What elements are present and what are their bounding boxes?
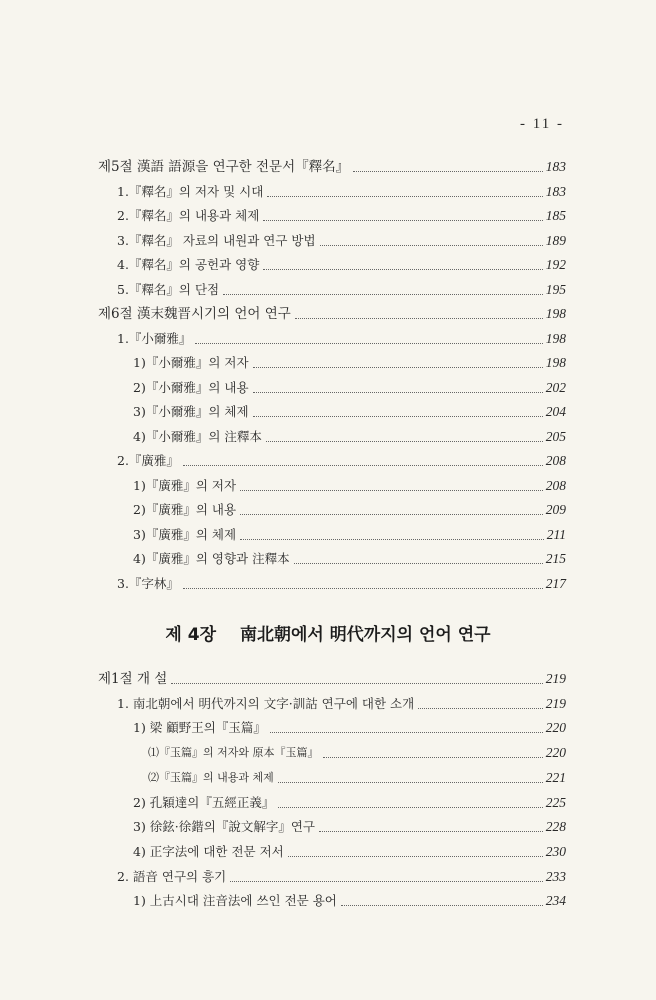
- dot-leader: [263, 269, 542, 270]
- toc-entry: [133, 397, 566, 421]
- toc-entry: [117, 324, 566, 348]
- dot-leader: [288, 856, 543, 857]
- toc-entry-page: 204: [545, 404, 566, 419]
- dot-leader: [295, 318, 543, 319]
- toc-entry-label: 4.『釋名』의 공헌과 영향: [117, 257, 260, 272]
- toc-entry-page: 208: [545, 453, 566, 468]
- toc-entry-label: 1)『小爾雅』의 저자: [133, 355, 249, 370]
- toc-entry-label: 1. 南北朝에서 明代까지의 文字·訓詁 연구에 대한 소개: [117, 695, 415, 711]
- toc-entry: [133, 422, 566, 446]
- dot-leader: [266, 441, 543, 442]
- toc-entry-label: 제6절 漢末魏晋시기의 언어 연구: [98, 306, 291, 322]
- toc-entry: [133, 713, 566, 737]
- toc-entry-page: 198: [545, 355, 566, 370]
- toc-entry-page: 183: [545, 159, 566, 174]
- toc-entry-label: 2)『小爾雅』의 내용: [133, 379, 249, 395]
- toc-entry-page: 225: [545, 794, 566, 810]
- dot-leader: [183, 588, 543, 589]
- toc-entry-label: 1.『小爾雅』: [117, 330, 192, 346]
- toc-entry-label: 1) 梁 顧野王의『玉篇』: [133, 720, 266, 736]
- dot-leader: [319, 831, 543, 832]
- dot-leader: [240, 490, 543, 491]
- toc-entry: [117, 275, 566, 299]
- dot-leader: [323, 757, 543, 758]
- toc-entry-label: 2)『廣雅』의 내용: [133, 502, 237, 517]
- toc-entry-label: 2.『釋名』의 내용과 체제: [117, 208, 260, 223]
- dot-leader: [230, 881, 543, 882]
- toc-entry: [148, 763, 566, 787]
- dot-leader: [418, 708, 543, 709]
- toc-entry: [117, 226, 566, 250]
- dot-leader: [278, 782, 543, 783]
- dot-leader: [253, 367, 543, 368]
- dot-leader: [253, 416, 543, 417]
- toc-entry-label: 1.『釋名』의 저자 및 시대: [117, 183, 264, 199]
- toc-entry-label: 4)『小爾雅』의 注釋本: [133, 428, 262, 444]
- toc-entry: [117, 177, 566, 201]
- toc-entry: [133, 471, 566, 495]
- toc-entry-page: 183: [545, 183, 566, 199]
- toc-entry-label: 3)『廣雅』의 체제: [133, 526, 237, 542]
- toc-entry: [117, 446, 566, 470]
- dot-leader: [278, 807, 542, 808]
- dot-leader: [263, 220, 542, 221]
- toc-entry: [117, 201, 566, 225]
- dot-leader: [294, 563, 543, 564]
- dot-leader: [253, 392, 543, 393]
- toc-entry-page: 205: [545, 428, 566, 444]
- toc-entry-page: 215: [545, 551, 566, 566]
- dot-leader: [195, 343, 542, 344]
- toc-entry: [133, 544, 566, 568]
- toc-entry-page: 234: [545, 893, 566, 909]
- toc-entry-page: 228: [545, 819, 566, 835]
- dot-leader: [353, 171, 543, 172]
- dot-leader: [171, 683, 542, 684]
- toc-entry: [98, 299, 566, 323]
- dot-leader: [240, 514, 543, 515]
- toc-entry-page: 219: [545, 695, 566, 711]
- toc-entry: [133, 495, 566, 519]
- toc-entry-page: 220: [545, 745, 566, 761]
- toc-entry: [133, 812, 566, 836]
- toc-entry: [148, 738, 566, 762]
- toc-entry-page: 230: [545, 843, 566, 859]
- toc-entry-label: 5.『釋名』의 단점: [117, 281, 220, 297]
- toc-entry-label: 2.『廣雅』: [117, 453, 179, 468]
- toc-entry-label: ⑵『玉篇』의 내용과 체제: [148, 770, 274, 784]
- toc-entry: [98, 664, 566, 688]
- toc-entry: [133, 886, 566, 910]
- toc-entry-page: 185: [545, 208, 566, 223]
- toc-entry-page: 219: [545, 671, 566, 686]
- toc-entry: [133, 520, 566, 544]
- chapter-heading: [0, 620, 656, 645]
- toc-entry: [133, 373, 566, 397]
- toc-entry: [117, 689, 566, 713]
- toc-entry: [117, 569, 566, 593]
- toc-entry-page: 211: [546, 526, 566, 542]
- toc-entry-page: 202: [545, 379, 566, 395]
- toc-entry-label: 제5절 漢語 語源을 연구한 전문서『釋名』: [98, 159, 350, 175]
- toc-entry-page: 217: [545, 575, 566, 591]
- toc-entry-page: 198: [545, 330, 566, 346]
- chapter-number: 제 4장: [165, 625, 217, 645]
- dot-leader: [267, 196, 542, 197]
- toc-entry: [133, 788, 566, 812]
- toc-entry-page: 233: [545, 868, 566, 884]
- toc-entry-label: 2) 孔穎達의『五經正義』: [133, 794, 275, 810]
- toc-entry: [117, 862, 566, 886]
- toc-entry-label: 제1절 개 설: [98, 671, 168, 687]
- toc-entry-page: 220: [545, 720, 566, 736]
- toc-entry-label: 3.『釋名』 자료의 내원과 연구 방법: [117, 232, 316, 248]
- toc-entry-label: 2. 語音 연구의 흥기: [117, 868, 227, 884]
- toc-entry: [98, 152, 566, 176]
- toc-entry-label: 1) 上古시대 注音法에 쓰인 전문 용어: [133, 893, 337, 909]
- toc-entry-label: 1)『廣雅』의 저자: [133, 477, 237, 493]
- toc-entry-label: ⑴『玉篇』의 저자와 原本『玉篇』: [148, 746, 319, 760]
- toc-entry-page: 189: [545, 232, 566, 248]
- dot-leader: [223, 294, 543, 295]
- toc-entry-page: 208: [545, 477, 566, 493]
- toc-entry-page: 198: [545, 306, 566, 321]
- toc-entry: [117, 250, 566, 274]
- page-number: - 11 -: [520, 116, 564, 132]
- toc-entry-label: 3.『字林』: [117, 575, 179, 591]
- chapter-title: 南北朝에서 明代까지의 언어 연구: [240, 625, 491, 645]
- toc-entry-label: 3)『小爾雅』의 체제: [133, 404, 249, 419]
- dot-leader: [240, 539, 544, 540]
- dot-leader: [270, 732, 543, 733]
- dot-leader: [341, 905, 543, 906]
- toc-entry-label: 4)『廣雅』의 영향과 注釋本: [133, 551, 290, 566]
- dot-leader: [320, 245, 543, 246]
- dot-leader: [183, 465, 543, 466]
- toc-entry: [133, 837, 566, 861]
- toc-entry-page: 209: [545, 502, 566, 517]
- toc-entry-label: 4) 正字法에 대한 전문 저서: [133, 843, 284, 859]
- toc-entry-label: 3) 徐鉉·徐鍇의『說文解字』연구: [133, 819, 316, 835]
- toc-entry: [133, 348, 566, 372]
- toc-entry-page: 221: [545, 769, 566, 785]
- toc-entry-page: 192: [545, 257, 566, 272]
- toc-entry-page: 195: [545, 281, 566, 297]
